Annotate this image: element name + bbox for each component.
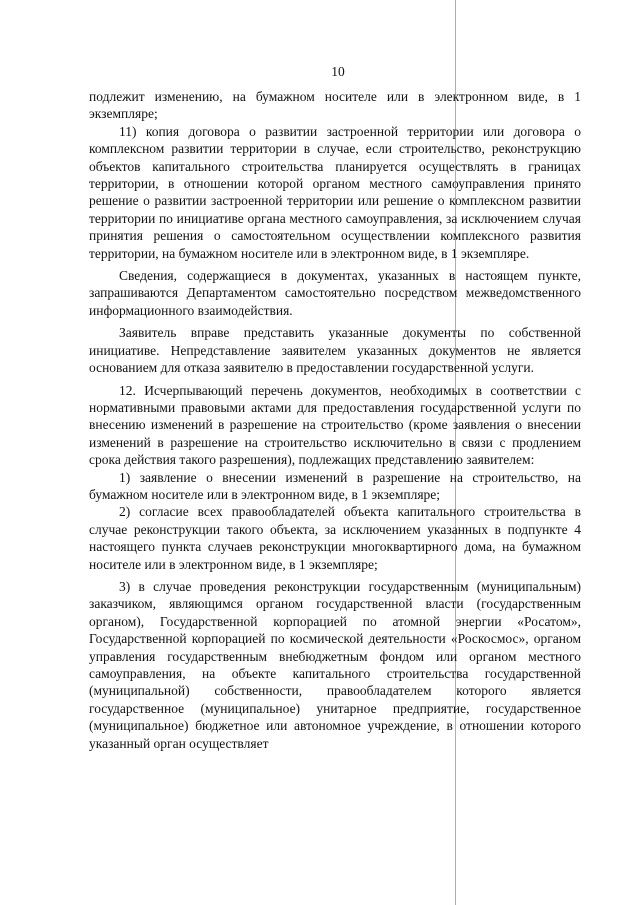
- paragraph-subitem-1: 1) заявление о внесении изменений в разрешение на строительство, на бумажном носителе или в электронном виде, в 1 экземпляре;: [89, 469, 581, 502]
- paragraph-continuation: подлежит изменению, на бумажном носителе или в электронном виде, в 1 экземпляре;: [89, 89, 581, 122]
- paragraph-subitem-2: 2) согласие всех правообладателей объекта капитального строительства в случае реконструкции такого объекта, за исключением указанных в подпункте 4 настоящего пункта случаев реконструкции многоквартирного дома, на бумажном носителе или в электронном виде, в 1 экземпляре;: [89, 504, 581, 572]
- paragraph-applicant-right: Заявитель вправе представить указанные документы по собственной инициативе. Непредставление заявителем указанных документов не является основанием для отказа заявителю в предоставлении государственной услуги.: [89, 325, 581, 376]
- document-body: [89, 88, 581, 752]
- paragraph-info-request: Сведения, содержащиеся в документах, указанных в настоящем пункте, запрашиваются Департаментом самостоятельно посредством межведомственного информационного взаимодействия.: [89, 268, 581, 318]
- paragraph-subitem-3: 3) в случае проведения реконструкции государственным (муниципальным) заказчиком, являющимся органом государственной власти (государственным органом), Государственной корпорацией по атомной энергии «Росатом», Государственной корпорацией по космической деятельности «Роскосмос», органом управления государственным внебюджетным фондом или органом местного самоуправления, на объекте капитального строительства государственной (муниципальной) собственности, правообладателем которого является государственное (муниципальное) унитарное предприятие, государственное (муниципальное) бюджетное или автономное учреждение, в отношении которого указанный орган осуществляет: [89, 578, 581, 751]
- paragraph-item-12: 12. Исчерпывающий перечень документов, необходимых в соответствии с нормативными правовыми актами для предоставления государственной услуги по внесению изменений в разрешение на строительство (кроме заявления о внесении изменений в разрешение на строительство исключительно в связи с продлением срока действия такого разрешения), подлежащих представлению заявителем:: [89, 382, 581, 468]
- page-number: 10: [331, 64, 345, 79]
- paragraph-item-11: 11) копия договора о развитии застроенной территории или договора о комплексном развитии территории в случае, если строительство, реконструкцию объектов капитального строительства планируется осуществлять в границах территории, в отношении которой органом местного самоуправления принято решение о развитии застроенной территории или решение о комплексном развитии территории по инициативе органа местного самоуправления, за исключением случая принятия решения о самостоятельном осуществлении комплексного развития территории, на бумажном носителе или в электронном виде, в 1 экземпляре.: [89, 123, 581, 261]
